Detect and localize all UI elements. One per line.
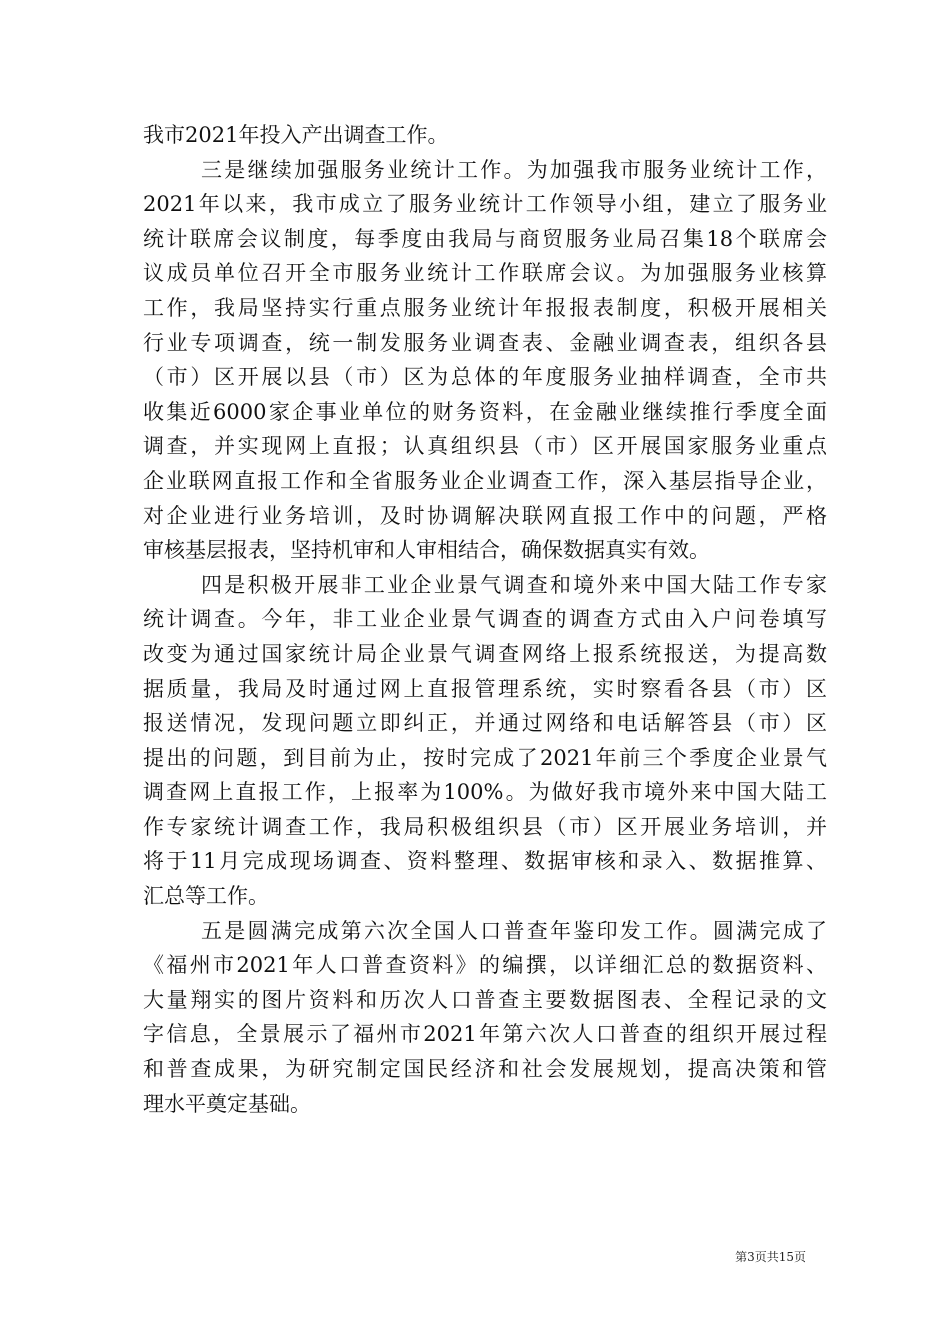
text-line: 收集近6000家企事业单位的财务资料，在金融业继续推行季度全面 [143, 399, 827, 424]
text-line: 统计联席会议制度，每季度由我局与商贸服务业局召集18个联席会 [143, 226, 827, 251]
text-line: 议成员单位召开全市服务业统计工作联席会议。为加强服务业核算 [143, 261, 827, 286]
text-line: 汇总等工作。 [143, 884, 269, 909]
text-line: 对企业进行业务培训，及时协调解决联网直报工作中的问题，严格 [143, 503, 827, 528]
text-line: 工作，我局坚持实行重点服务业统计年报报表制度，积极开展相关 [143, 295, 827, 320]
text-line: 和普查成果，为研究制定国民经济和社会发展规划，提高决策和管 [143, 1057, 827, 1082]
text-line: 理水平奠定基础。 [143, 1091, 311, 1116]
text-line: 2021年以来，我市成立了服务业统计工作领导小组，建立了服务业 [143, 192, 827, 217]
text-line: 企业联网直报工作和全省服务业企业调查工作，深入基层指导企业， [143, 468, 827, 493]
text-line: 调查网上直报工作，上报率为100%。为做好我市境外来中国大陆工 [143, 780, 827, 805]
text-line: 将于11月完成现场调查、资料整理、数据审核和录入、数据推算、 [143, 849, 827, 874]
text-line: 提出的问题，到目前为止，按时完成了2021年前三个季度企业景气 [143, 745, 827, 770]
text-line: 审核基层报表，坚持机审和人审相结合，确保数据真实有效。 [143, 538, 710, 563]
text-line: 报送情况，发现问题立即纠正，并通过网络和电话解答县（市）区 [143, 711, 827, 736]
text-line: 五是圆满完成第六次全国人口普查年鉴印发工作。圆满完成了 [201, 918, 827, 943]
text-line: （市）区开展以县（市）区为总体的年度服务业抽样调查，全市共 [143, 365, 827, 390]
text-line: 据质量，我局及时通过网上直报管理系统，实时察看各县（市）区 [143, 676, 827, 701]
text-line: 字信息，全景展示了福州市2021年第六次人口普查的组织开展过程 [143, 1022, 827, 1047]
text-line: 我市2021年投入产出调查工作。 [143, 123, 449, 147]
text-line: 四是积极开展非工业企业景气调查和境外来中国大陆工作专家 [201, 572, 827, 597]
text-line: 作专家统计调查工作，我局积极组织县（市）区开展业务培训，并 [143, 814, 827, 839]
page-number: 第3页共15页 [735, 1250, 806, 1264]
text-line: 调查，并实现网上直报；认真组织县（市）区开展国家服务业重点 [143, 434, 827, 459]
text-line: 三是继续加强服务业统计工作。为加强我市服务业统计工作， [201, 157, 827, 182]
text-line: 行业专项调查，统一制发服务业调查表、金融业调查表，组织各县 [143, 330, 827, 355]
text-line: 《福州市2021年人口普查资料》的编撰，以详细汇总的数据资料、 [143, 953, 827, 978]
text-line: 大量翔实的图片资料和历次人口普查主要数据图表、全程记录的文 [143, 987, 827, 1012]
text-line: 改变为通过国家统计局企业景气调查网络上报系统报送，为提高数 [143, 641, 827, 666]
document-body [143, 118, 827, 1121]
text-line: 统计调查。今年，非工业企业景气调查的调查方式由入户问卷填写 [143, 607, 827, 632]
